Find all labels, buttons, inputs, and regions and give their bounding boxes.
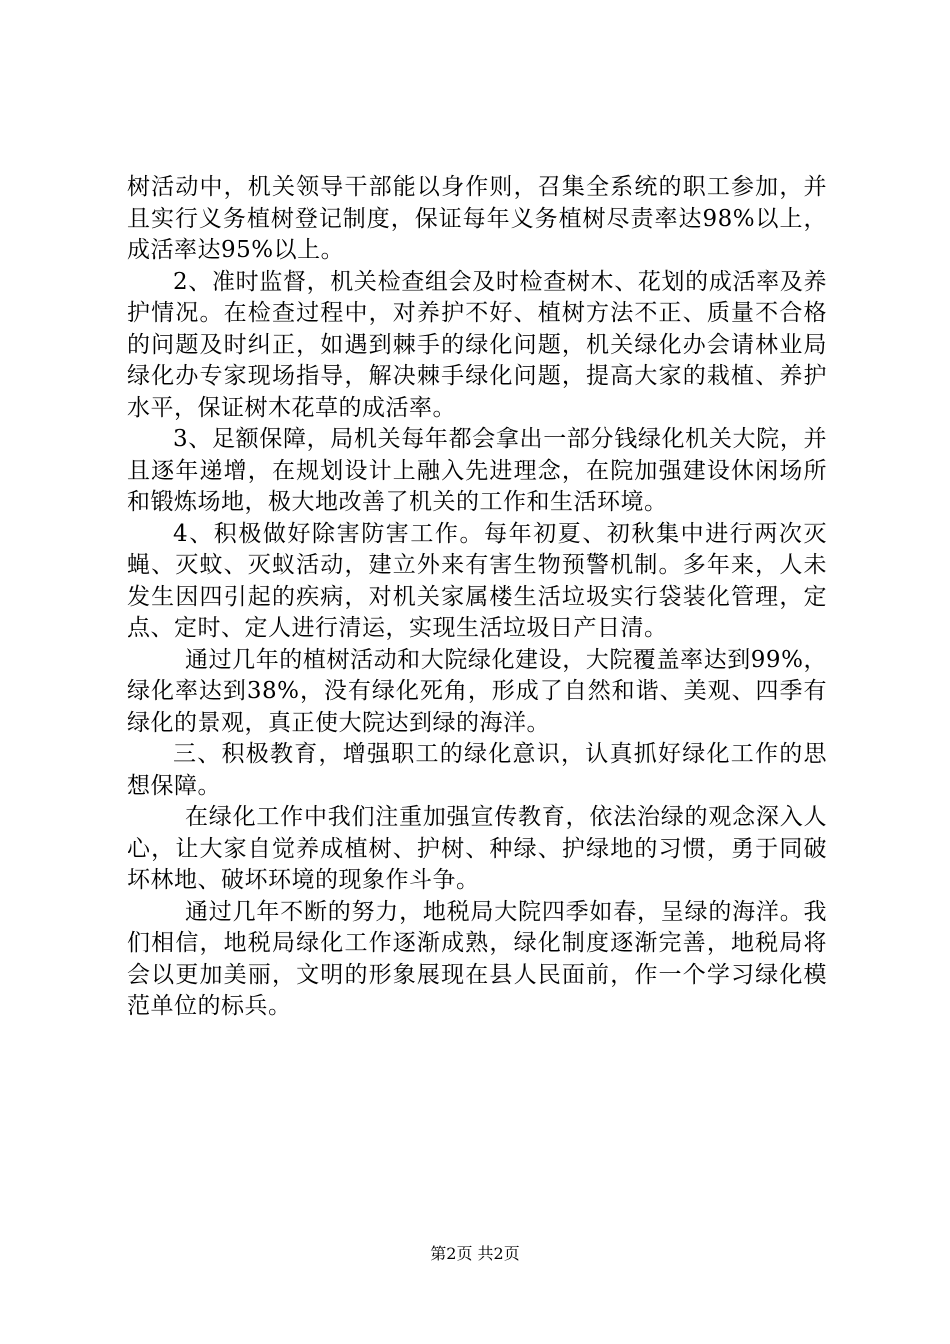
paragraph-5: 通过几年的植树活动和大院绿化建设，大院覆盖率达到99%，绿化率达到38%，没有绿化死角，形成了自然和谐、美观、四季有绿化的景观，真正使大院达到绿的海洋。	[127, 646, 827, 736]
paragraph-7: 通过几年不断的努力，地税局大院四季如春，呈绿的海洋。我们相信，地税局绿化工作逐渐成熟，绿化制度逐渐完善，地税局将会以更加美丽，文明的形象展现在县人民面前，作一个学习绿化模范单位的标兵。	[127, 898, 827, 1019]
paragraph-1: 树活动中，机关领导干部能以身作则，召集全系统的职工参加，并且实行义务植树登记制度，保证每年义务植树尽责率达98%以上，成活率达95%以上。	[127, 174, 827, 263]
paragraph-4: 4、积极做好除害防害工作。每年初夏、初秋集中进行两次灭蝇、灭蚊、灭蚁活动，建立外来有害生物预警机制。多年来，人未发生因四引起的疾病，对机关家属楼生活垃圾实行袋装化管理，定点、定时、定人进行清运，实现生活垃圾日产日清。	[127, 520, 827, 641]
paragraph-3: 3、足额保障，局机关每年都会拿出一部分钱绿化机关大院，并且逐年递增，在规划设计上融入先进理念，在院加强建设休闲场所和锻炼场地，极大地改善了机关的工作和生活环境。	[127, 426, 827, 515]
paragraph-6: 在绿化工作中我们注重加强宣传教育，依法治绿的观念深入人心，让大家自觉养成植树、护树、种绿、护绿地的习惯，勇于同破坏林地、破坏环境的现象作斗争。	[127, 804, 827, 893]
section-heading-3: 三、积极教育，增强职工的绿化意识，认真抓好绿化工作的思想保障。	[127, 741, 827, 799]
page-number-footer: 第2页 共2页	[430, 1244, 520, 1263]
document-body	[127, 172, 827, 1023]
paragraph-2: 2、准时监督，机关检查组会及时检查树木、花划的成活率及养护情况。在检查过程中，对养护不好、植树方法不正、质量不合格的问题及时纠正，如遇到棘手的绿化问题，机关绿化办会请林业局绿化办专家现场指导，解决棘手绿化问题，提高大家的栽植、养护水平，保证树木花草的成活率。	[127, 268, 827, 421]
